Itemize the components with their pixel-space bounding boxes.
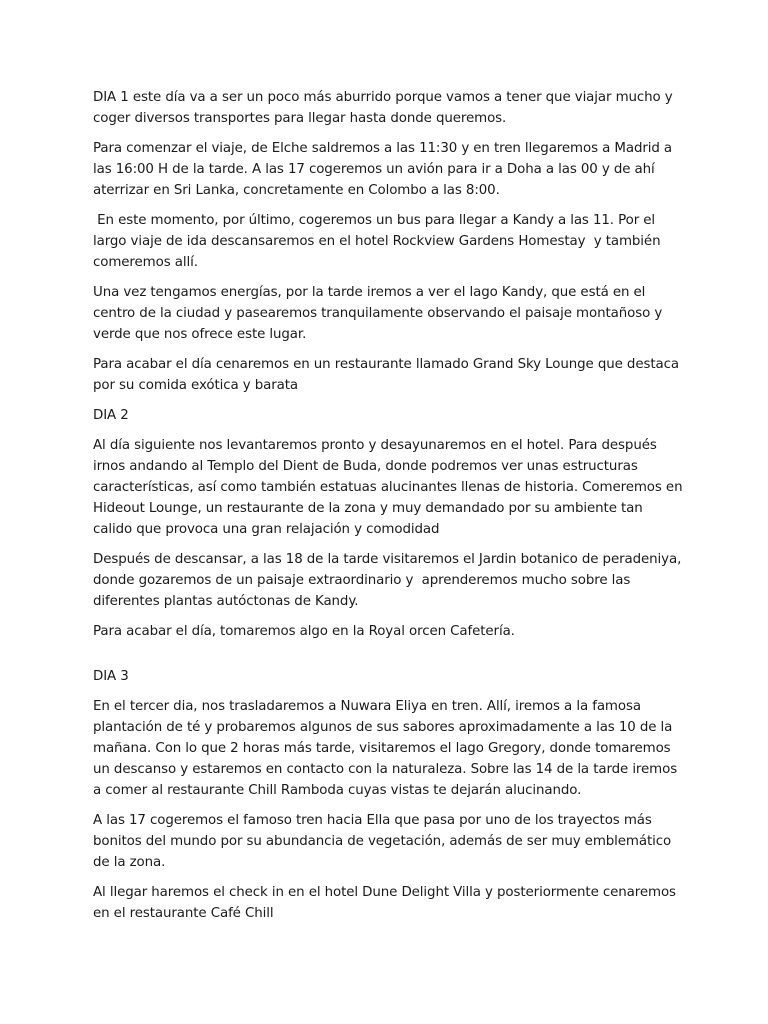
heading-dia3: DIA 3	[93, 669, 129, 684]
paragraph-dia2-morning: Al día siguiente nos levantaremos pronto y desayunaremos en el hotel. Para después irnos andando al Templo del Dient de Buda, donde podremos ver unas estructuras características, así como también estatuas alucinantes llenas de historia. Comeremos en Hideout Lounge, un restaurante de la zona y muy demandado por su ambiente tan calido que provoca una gran relajación y comodidad	[93, 438, 683, 537]
paragraph-dia1-intro: DIA 1 este día va a ser un poco más aburrido porque vamos a tener que viajar mucho y coger diversos transportes para llegar hasta donde queremos.	[93, 90, 673, 126]
paragraph-dia3-checkin: Al llegar haremos el check in en el hotel Dune Delight Villa y posteriormente cenaremos en el restaurante Café Chill	[93, 885, 676, 921]
paragraph-dia1-kandy: En este momento, por último, cogeremos un bus para llegar a Kandy a las 11. Por el largo viaje de ida descansaremos en el hotel Rockview Gardens Homestay y también comeremos allí.	[93, 213, 665, 270]
paragraph-dia2-garden: Después de descansar, a las 18 de la tarde visitaremos el Jardin botanico de peradeniya, donde gozaremos de un paisaje extraordinario y aprenderemos mucho sobre las diferentes plantas autóctonas de Kandy.	[93, 552, 690, 609]
paragraph-dia1-dinner: Para acabar el día cenaremos en un restaurante llamado Grand Sky Lounge que destaca por su comida exótica y barata	[93, 357, 679, 393]
paragraph-dia3-morning: En el tercer dia, nos trasladaremos a Nuwara Eliya en tren. Allí, iremos a la famosa plantación de té y probaremos algunos de sus sabores aproximadamente a las 10 de la mañana. Con lo que 2 horas más tarde, visitaremos el lago Gregory, donde tomaremos un descanso y estaremos en contacto con la naturaleza. Sobre las 14 de la tarde iremos a comer al restaurante Chill Ramboda cuyas vistas te dejarán alucinando.	[93, 699, 678, 798]
heading-dia2: DIA 2	[93, 408, 129, 423]
paragraph-dia2-evening: Para acabar el día, tomaremos algo en la Royal orcen Cafetería.	[93, 624, 515, 639]
paragraph-dia3-train: A las 17 cogeremos el famoso tren hacia Ella que pasa por uno de los trayectos más bonitos del mundo por su abundancia de vegetación, además de ser muy emblemático de la zona.	[93, 813, 672, 870]
paragraph-dia1-lake: Una vez tengamos energías, por la tarde iremos a ver el lago Kandy, que está en el centro de la ciudad y pasearemos tranquilamente observando el paisaje montañoso y verde que nos ofrece este lugar.	[93, 285, 663, 342]
paragraph-dia1-travel: Para comenzar el viaje, de Elche saldremos a las 11:30 y en tren llegaremos a Madrid a las 16:00 H de la tarde. A las 17 cogeremos un avión para ir a Doha a las 00 y de ahí aterrizar en Sri Lanka, concretamente en Colombo a las 8:00.	[93, 141, 673, 198]
document-body	[93, 87, 690, 933]
